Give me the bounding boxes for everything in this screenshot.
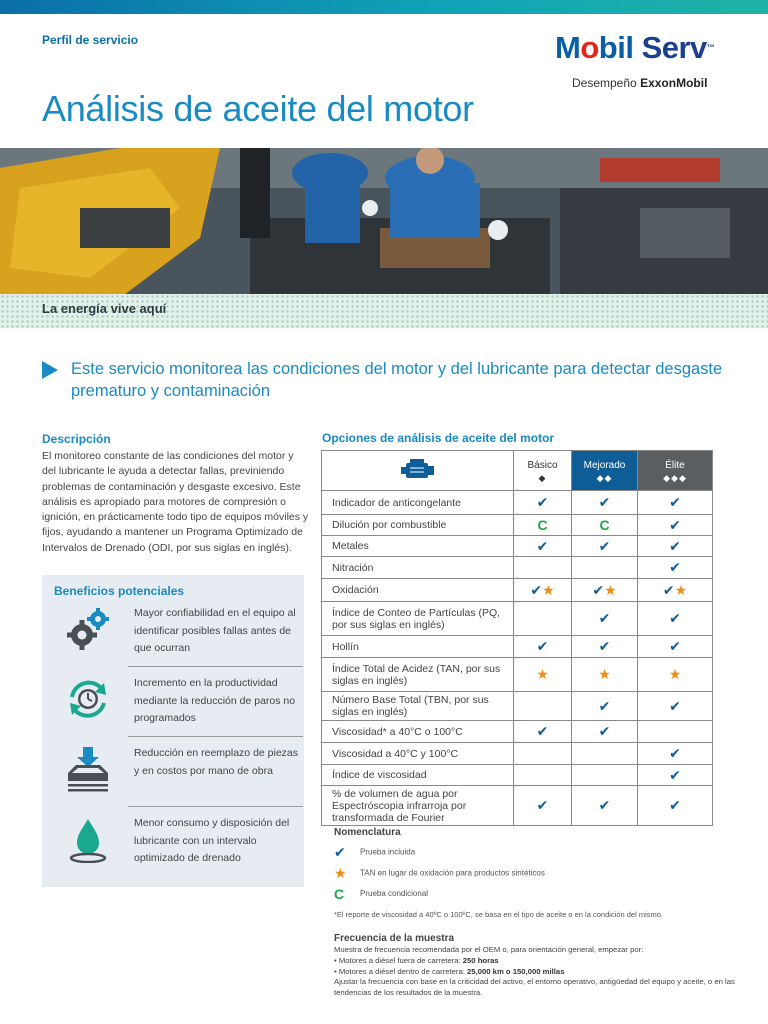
- check-icon: ✔: [536, 723, 549, 739]
- cell-improved: [572, 602, 638, 636]
- cell-elite: [638, 786, 713, 826]
- table-row: [322, 658, 713, 692]
- cell-elite: [638, 491, 713, 515]
- oil-drop-icon: [64, 815, 112, 863]
- table-row: [322, 692, 713, 721]
- description-text: El monitoreo constante de las condiciones del motor y del lubricante le ayuda a detectar fallas, previniendo problemas de contaminación y desgaste excesivo. Este análisis es apropiado para motores de compresión o ignición, en prácticamente todo tipo de equipos móviles y fijos, ayudando a mantener un Programa Optimizado de Intervalos de Drenado (ODI, por sus siglas en inglés).: [42, 450, 309, 554]
- row-label: Índice Total de Acidez (TAN, por sus siglas en inglés): [322, 658, 514, 692]
- table-row: [322, 491, 713, 515]
- intro-arrow-icon: [42, 361, 58, 379]
- check-icon: ✔: [669, 559, 681, 575]
- column-improved: Mejorado ◆◆: [572, 451, 638, 491]
- star-icon: ★: [604, 581, 617, 598]
- description-heading: Descripción: [42, 432, 111, 446]
- cell-improved: [572, 692, 638, 721]
- conditional-icon: C: [334, 886, 345, 902]
- check-icon: ✔: [598, 610, 611, 626]
- benefits-heading: Beneficios potenciales: [54, 584, 185, 598]
- cell-improved: [572, 491, 638, 515]
- table-row: [322, 765, 713, 786]
- cell-improved: [572, 721, 638, 743]
- check-icon: ✔: [536, 537, 549, 554]
- options-table: [321, 450, 713, 826]
- table-row: [322, 579, 713, 602]
- legend-conditional: C Prueba condicional: [334, 886, 429, 902]
- row-label: Metales: [322, 536, 514, 557]
- check-icon: ✔: [669, 494, 681, 510]
- cell-improved: [572, 515, 638, 536]
- check-icon: ✔: [669, 745, 681, 761]
- cell-basic: [514, 765, 572, 786]
- star-icon: ★: [334, 865, 347, 881]
- check-icon: ✔: [669, 610, 681, 626]
- table-row: [322, 786, 713, 826]
- row-label: Índice de Conteo de Partículas (PQ, por sus siglas en inglés): [322, 602, 514, 636]
- cell-improved: [572, 636, 638, 658]
- benefits-panel: Beneficios potenciales Mayor confiabilidad en el equipo al identificar posibles fallas antes de que ocurran Incremento en la productividad mediante la reducción de paros no programados Reducción en reemplazo de piezas y en costos por mano de obra Menor consumo y disposición del lubricante con un intervalo optimizado de drenado: [42, 575, 304, 887]
- engine-icon: [400, 458, 436, 482]
- cell-improved: [572, 579, 638, 602]
- cell-improved: [572, 557, 638, 579]
- check-icon: ✔: [669, 638, 681, 654]
- hero-tagline: La energía vive aquí: [42, 301, 167, 316]
- row-label: Índice de viscosidad: [322, 765, 514, 786]
- cell-basic: [514, 636, 572, 658]
- cell-elite: [638, 536, 713, 557]
- row-label: Viscosidad a 40°C y 100°C: [322, 743, 514, 765]
- frequency-text: Muestra de frecuencia recomendada por el OEM o, para orientación general, empezar por: • Motores a diésel fuera de carretera: 250 horas • Motores a diésel dentro de carretera: 25,000 km o 150,000 millas Ajustar la frecuencia con base en la criticidad del activo, el entorno operativo, antigüedad del equipo y aceite, o en las tendencias de los resultados de la muestra.: [334, 945, 735, 998]
- check-icon: ✔: [598, 638, 611, 654]
- row-label: Hollín: [322, 636, 514, 658]
- star-icon: ★: [668, 666, 682, 682]
- legend-heading: Nomenclatura: [334, 827, 401, 838]
- cell-elite: [638, 557, 713, 579]
- cell-improved: [572, 536, 638, 557]
- check-icon: ✔: [536, 797, 549, 813]
- cell-basic: [514, 515, 572, 536]
- cell-improved: [572, 765, 638, 786]
- check-icon: ✔: [669, 697, 681, 714]
- legend-included: ✔ Prueba incluida: [334, 844, 416, 860]
- cell-elite: [638, 636, 713, 658]
- cell-improved: [572, 743, 638, 765]
- top-accent-bar: [0, 0, 768, 14]
- table-row: [322, 743, 713, 765]
- profile-label: Perfil de servicio: [42, 33, 139, 47]
- cycle-clock-icon: [64, 675, 112, 723]
- cell-elite: [638, 579, 713, 602]
- table-row: [322, 721, 713, 743]
- column-basic: Básico ◆: [514, 451, 572, 491]
- star-icon: ★: [674, 581, 688, 598]
- intro-statement: Este servicio monitorea las condiciones del motor y del lubricante para detectar desgaste prematuro y contaminación: [71, 360, 723, 400]
- row-label: Nitración: [322, 557, 514, 579]
- check-icon: ✔: [598, 723, 611, 739]
- column-elite: Élite ◆◆◆: [638, 451, 713, 491]
- cell-basic: [514, 536, 572, 557]
- options-table-heading: Opciones de análisis de aceite del motor: [322, 431, 555, 445]
- cell-elite: [638, 602, 713, 636]
- mobil-serv-logo: [555, 30, 735, 96]
- conditional-icon: C: [537, 517, 548, 533]
- check-icon: ✔: [598, 537, 611, 554]
- engine-header-cell: [322, 451, 514, 491]
- conditional-icon: C: [599, 517, 610, 533]
- check-icon: ✔: [669, 766, 681, 783]
- row-label: Número Base Total (TBN, por sus siglas en inglés): [322, 692, 514, 721]
- legend-tan: ★ TAN en lugar de oxidación para productos sintéticos: [334, 865, 545, 881]
- benefit-divider: [128, 666, 303, 667]
- star-icon: ★: [536, 666, 549, 682]
- check-icon: ✔: [334, 844, 346, 860]
- check-icon: ✔: [662, 581, 675, 598]
- star-icon: ★: [542, 581, 555, 598]
- cell-basic: [514, 721, 572, 743]
- check-icon: ✔: [536, 494, 549, 510]
- check-icon: ✔: [598, 797, 611, 813]
- logo-wordmark: Mobil Serv™: [555, 30, 715, 65]
- check-icon: ✔: [669, 537, 681, 554]
- check-icon: ✔: [530, 581, 543, 598]
- cell-elite: [638, 721, 713, 743]
- row-label: Oxidación: [322, 579, 514, 602]
- row-label: Viscosidad* a 40°C o 100°C: [322, 721, 514, 743]
- cell-basic: [514, 692, 572, 721]
- table-row: [322, 636, 713, 658]
- cell-elite: [638, 515, 713, 536]
- mechanics-photo: [0, 148, 768, 298]
- table-row: [322, 602, 713, 636]
- row-label: % de volumen de agua por Espectróscopia infrarroja por transformada de Fourier: [322, 786, 514, 826]
- cell-basic: [514, 658, 572, 692]
- gears-icon: [64, 605, 112, 653]
- cell-elite: [638, 692, 713, 721]
- reduction-box-icon: [64, 745, 112, 793]
- cell-basic: [514, 491, 572, 515]
- check-icon: ✔: [669, 516, 681, 533]
- check-icon: ✔: [598, 494, 611, 510]
- check-icon: ✔: [669, 797, 681, 813]
- cell-elite: [638, 743, 713, 765]
- table-row: [322, 536, 713, 557]
- cell-elite: [638, 765, 713, 786]
- page-title: Análisis de aceite del motor: [42, 88, 474, 129]
- check-icon: ✔: [592, 581, 605, 598]
- hero-photo: [0, 148, 768, 328]
- row-label: Indicador de anticongelante: [322, 491, 514, 515]
- check-icon: ✔: [598, 697, 611, 714]
- cell-improved: [572, 658, 638, 692]
- table-row: [322, 515, 713, 536]
- logo-subtitle: Desempeño ExxonMobil: [572, 76, 708, 90]
- benefit-divider: [128, 806, 303, 807]
- cell-basic: [514, 557, 572, 579]
- cell-basic: [514, 602, 572, 636]
- viscosity-footnote: *El reporte de viscosidad a 40ºC o 100ºC, se basa en el tipo de aceite o en la condición del mismo.: [334, 910, 664, 919]
- check-icon: ✔: [536, 638, 549, 654]
- row-label: Dilución por combustible: [322, 515, 514, 536]
- cell-basic: [514, 786, 572, 826]
- cell-basic: [514, 743, 572, 765]
- table-row: [322, 557, 713, 579]
- cell-elite: [638, 658, 713, 692]
- benefit-divider: [128, 736, 303, 737]
- cell-improved: [572, 786, 638, 826]
- star-icon: ★: [598, 666, 611, 682]
- cell-basic: [514, 579, 572, 602]
- frequency-heading: Frecuencia de la muestra: [334, 933, 455, 944]
